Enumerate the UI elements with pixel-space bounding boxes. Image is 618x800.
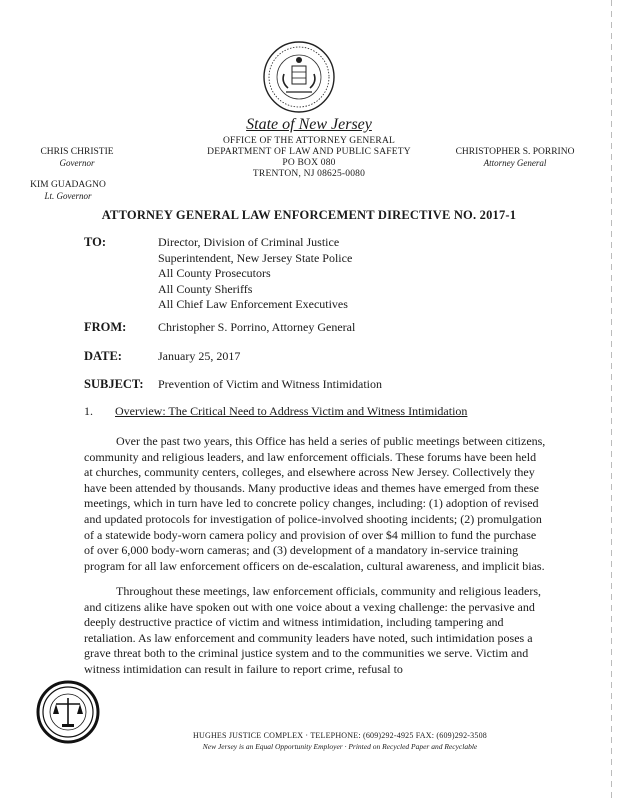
attorney-general-title: Attorney General [483,158,547,168]
to-recipient: Superintendent, New Jersey State Police [158,250,353,265]
attorney-general-seal-icon [36,680,100,744]
to-recipient: All County Prosecutors [158,266,271,280]
from-value: Christopher S. Porrino, Attorney General [158,320,356,334]
date-value: January 25, 2017 [158,349,241,363]
state-seal-icon [262,40,336,114]
office-line: OFFICE OF THE ATTORNEY GENERAL [222,136,396,146]
lt-governor-name: KIM GUADAGNO [30,180,106,190]
scan-edge-artifact [611,0,612,800]
to-recipient: Director, Division of Criminal Justice [158,235,340,249]
subject-label: SUBJECT: [84,377,144,391]
to-recipient-list [158,235,352,313]
body-paragraph: Over the past two years, this Office has held a series of public meetings between citizens, community and religious leaders, and law enforcement officials. These forums have been held at churches, community centers, colleges, and elsewhere across New Jersey. Collectively they have been attended by thousands. Many productive ideas and themes have emerged from these meetings, which in turn have led to concrete policy changes, including: (1) adoption of revised and updated protocols for investigation of police-involved shooting incidents; (2) promulgation of a statewide body-worn camera policy and provision of over $4 million to fund the purchase of over 6,000 body-worn cameras; and (3) development of a mandatory in-service training program for all law enforcement officers on de-escalation, cultural awareness, and implicit bias. [84,434,546,573]
directive-title: ATTORNEY GENERAL LAW ENFORCEMENT DIRECTIVE NO. 2017-1 [101,208,517,222]
governor-title: Governor [59,158,95,168]
governor-name: CHRIS CHRISTIE [40,147,114,157]
from-label: FROM: [84,320,127,334]
department-line: DEPARTMENT OF LAW AND PUBLIC SAFETY [207,147,411,157]
body-paragraph: Throughout these meetings, law enforcement officials, community and religious leaders, and citizens alike have spoken out with one voice about a vexing challenge: the pervasive and deeply destructive practice of victim and witness intimidation, including tampering and retaliation. As law enforcement and community leaders have noted, such intimidation poses a grave threat both to the criminal justice system and to the communities we serve. Victim and witness intimidation can result in failure to report crime, refusal to [84,584,541,676]
section-title: Overview: The Critical Need to Address Victim and Witness Intimidation [115,404,468,418]
to-recipient: All County Sheriffs [158,281,253,296]
to-recipient: All Chief Law Enforcement Executives [158,297,348,311]
footer-contact: HUGHES JUSTICE COMPLEX · TELEPHONE: (609)292-4925 FAX: (609)292-3508 [193,731,487,740]
to-label: TO: [84,235,106,249]
city-line: TRENTON, NJ 08625-0080 [252,169,366,179]
date-label: DATE: [84,349,122,363]
po-box-line: PO BOX 080 [282,158,336,168]
attorney-general-name: CHRISTOPHER S. PORRINO [455,147,575,157]
footer-employer-note: New Jersey is an Equal Opportunity Employer · Printed on Recycled Paper and Recyclable [202,742,478,751]
subject-value: Prevention of Victim and Witness Intimidation [158,377,382,391]
section-number: 1. [84,404,93,418]
state-title: State of New Jersey [246,116,372,133]
lt-governor-title: Lt. Governor [44,191,92,201]
section-heading [84,404,467,419]
